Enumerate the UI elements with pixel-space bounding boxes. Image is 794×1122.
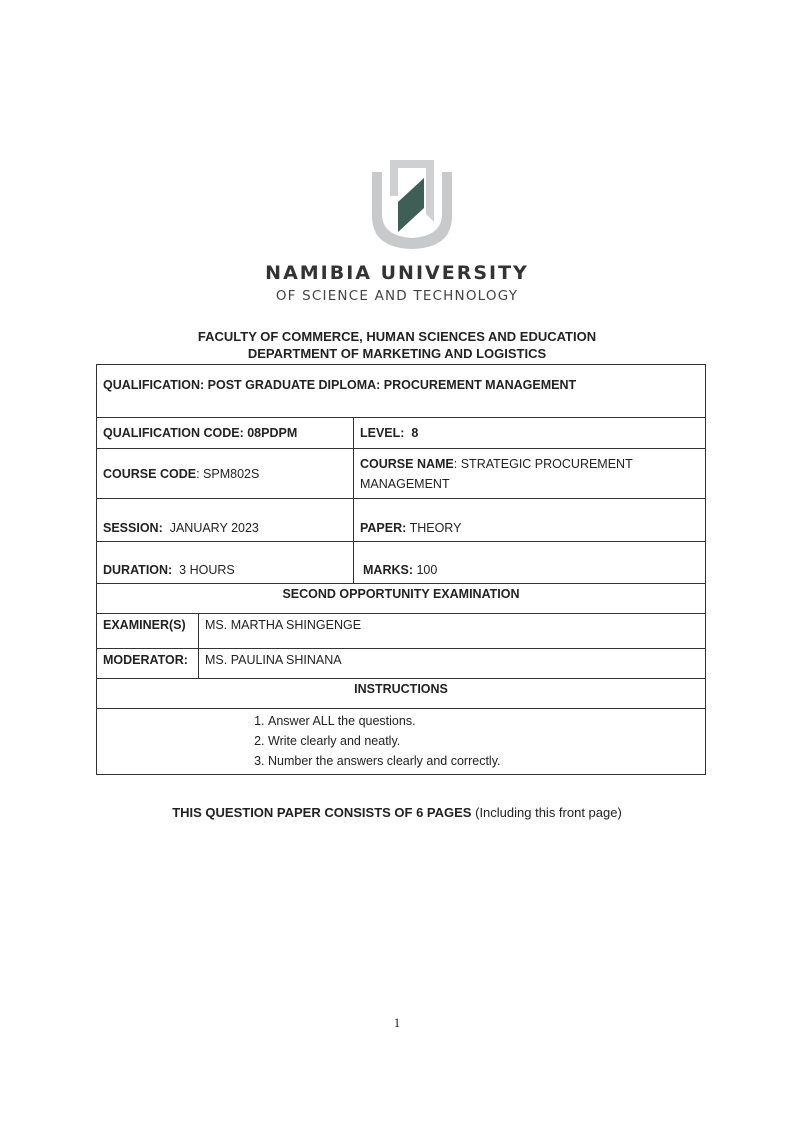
page-number: 1 [393,1015,401,1030]
moderator-value: MS. PAULINA SHINANA [199,649,706,679]
instruction-item: 3. Number the answers clearly and correctly. [268,751,699,771]
moderator-label: MODERATOR: [97,649,199,679]
qualification-cell: QUALIFICATION: POST GRADUATE DIPLOMA: PROCUREMENT MANAGEMENT [97,365,706,418]
instruction-item: 2. Write clearly and neatly. [268,731,699,751]
university-logo-icon [368,156,456,250]
paper-cell: PAPER: THEORY [354,499,706,542]
marks-cell: MARKS: 100 [354,542,706,584]
course-code-cell: COURSE CODE: SPM802S [97,449,354,499]
instructions-list [103,711,699,771]
instructions-cell [97,709,706,775]
page-count-note: THIS QUESTION PAPER CONSISTS OF 6 PAGES (Including this front page) [172,805,622,820]
exam-details-table [96,364,706,775]
department-heading: DEPARTMENT OF MARKETING AND LOGISTICS [247,346,547,361]
examiner-value: MS. MARTHA SHINGENGE [199,614,706,649]
faculty-heading: FACULTY OF COMMERCE, HUMAN SCIENCES AND EDUCATION [197,329,597,344]
university-subtitle: OF SCIENCE AND TECHNOLOGY [275,288,519,304]
duration-cell: DURATION: 3 HOURS [97,542,354,584]
exam-type-cell: SECOND OPPORTUNITY EXAMINATION [97,584,706,614]
university-name: NAMIBIA UNIVERSITY [265,262,529,284]
instructions-heading: INSTRUCTIONS [97,679,706,709]
level-cell: LEVEL: 8 [354,418,706,449]
examiner-label: EXAMINER(S) [97,614,199,649]
session-cell: SESSION: JANUARY 2023 [97,499,354,542]
instruction-item: 1. Answer ALL the questions. [268,711,699,731]
course-name-cell: COURSE NAME: STRATEGIC PROCUREMENT MANAGEMENT [354,449,706,499]
qualification-code-cell: QUALIFICATION CODE: 08PDPM [97,418,354,449]
